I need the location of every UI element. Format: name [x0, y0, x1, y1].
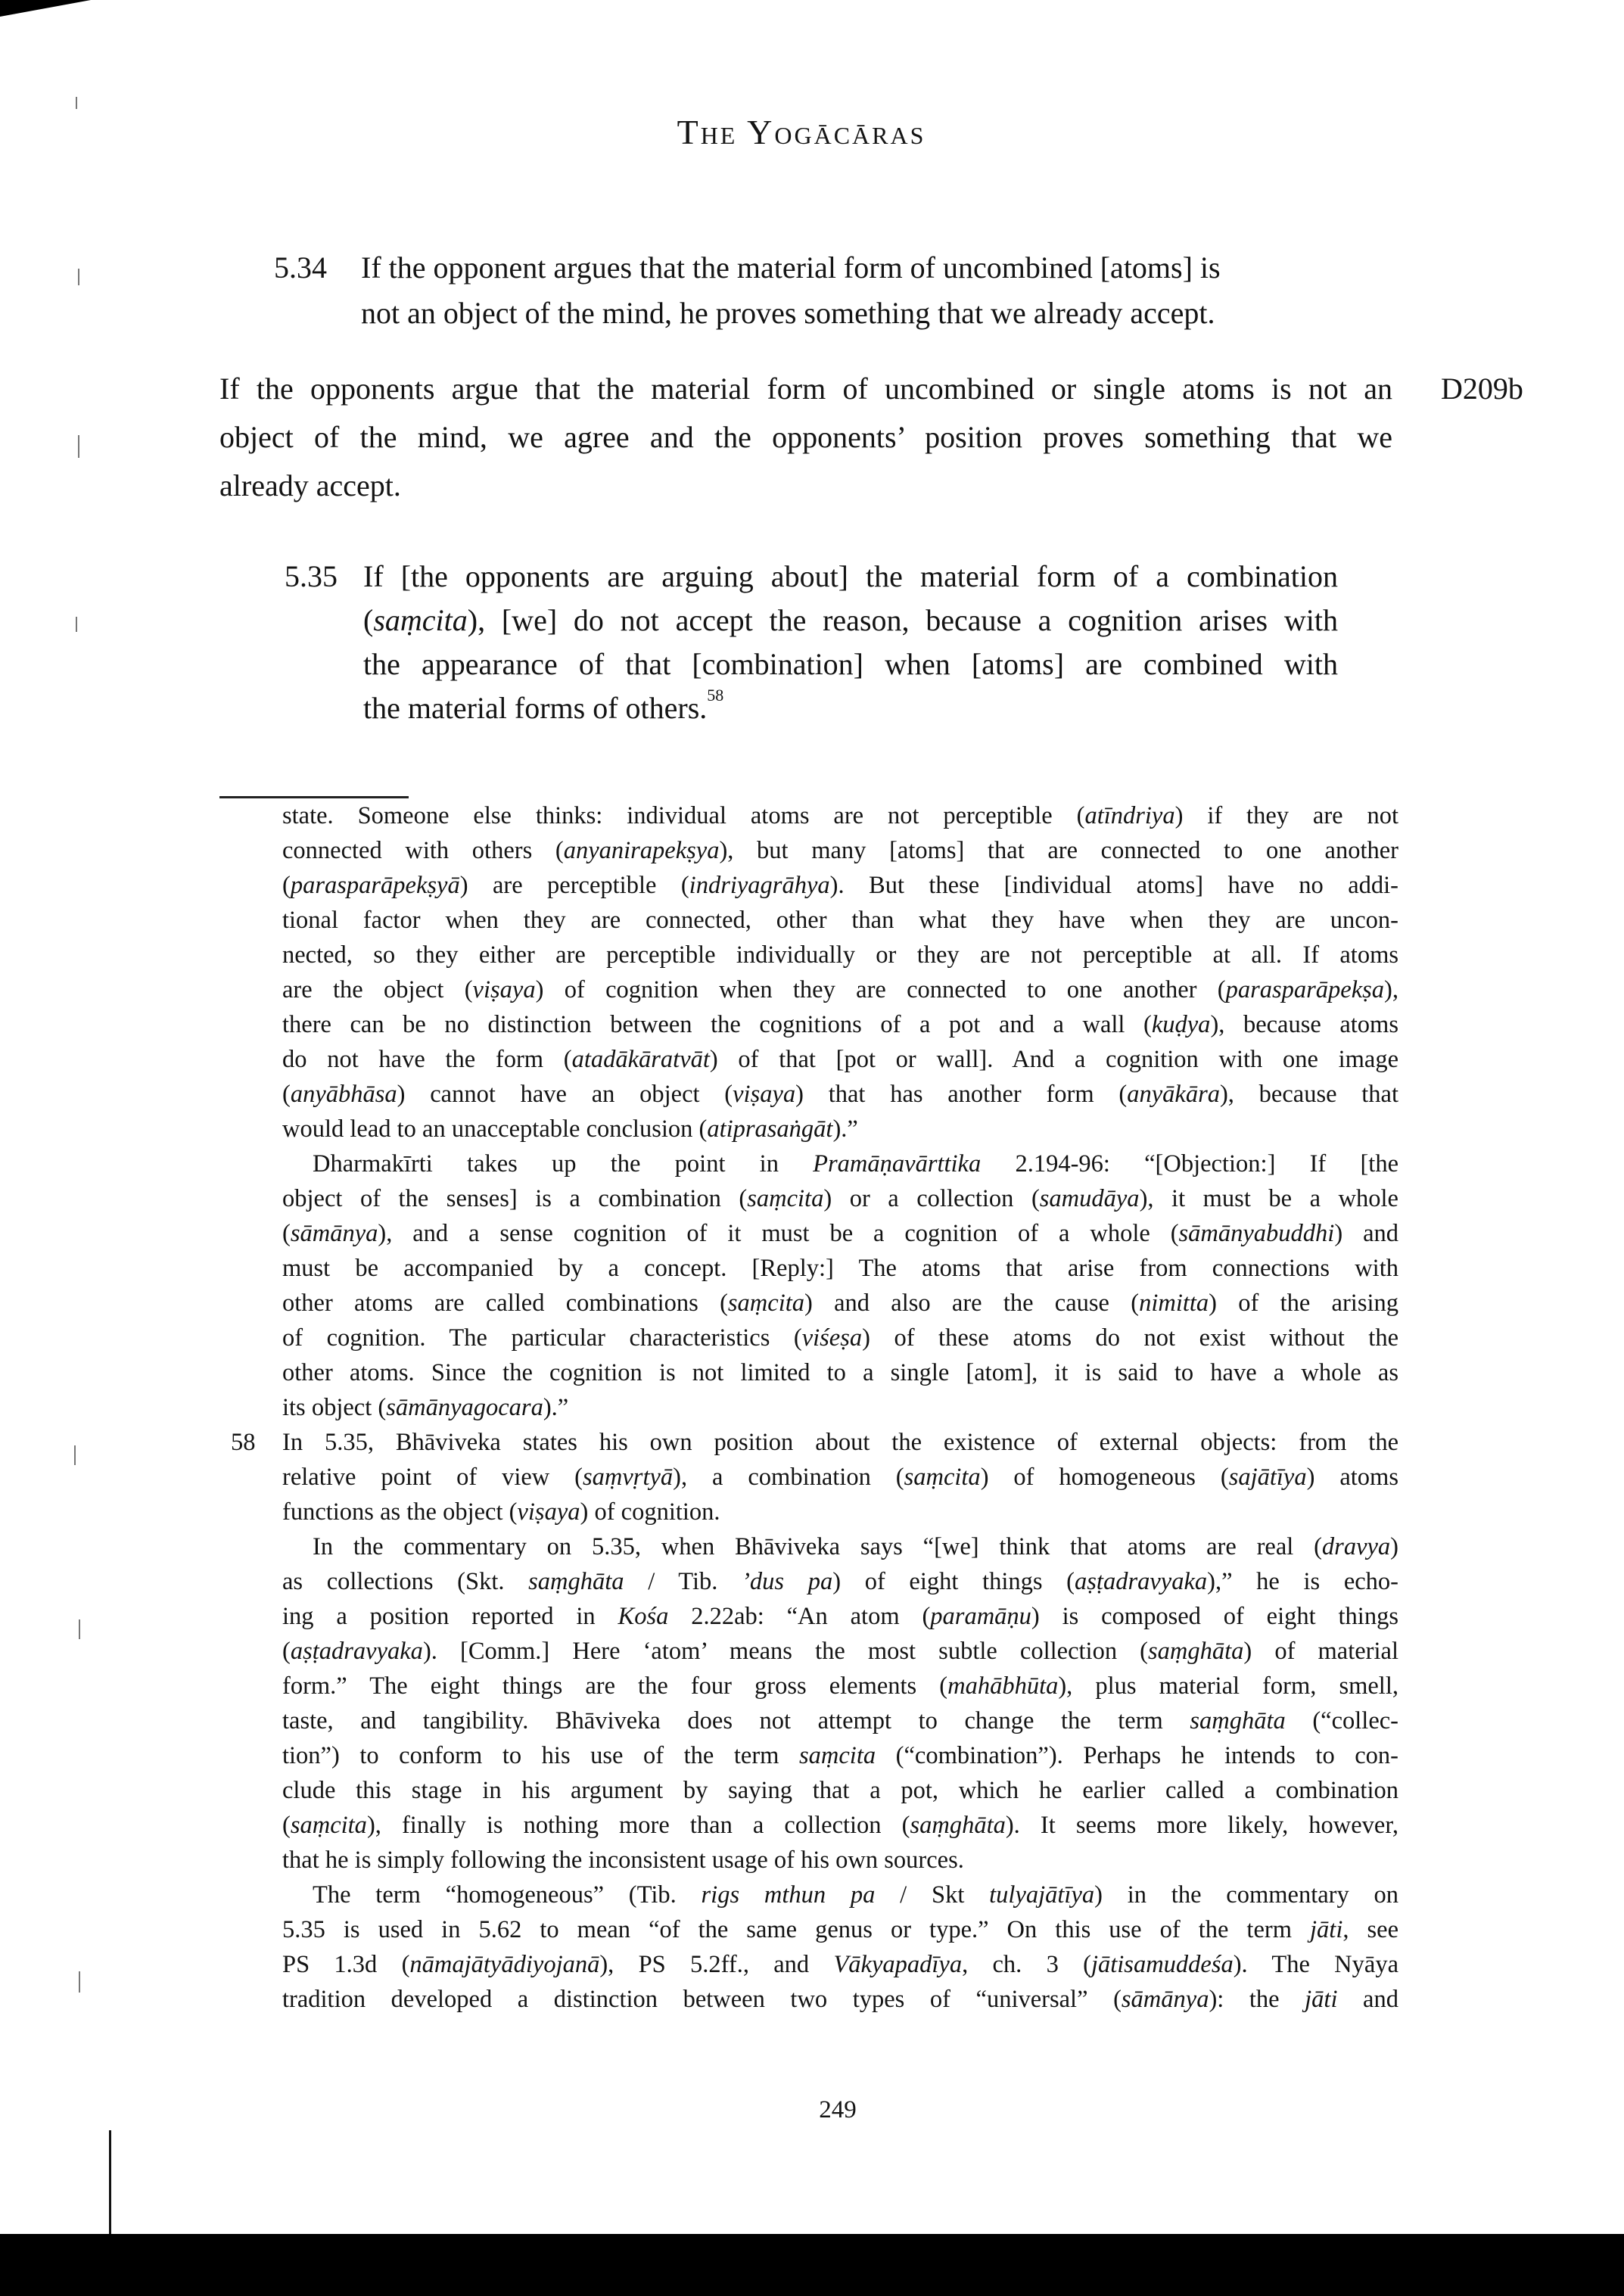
paragraph-line: [219, 371, 1392, 406]
text-run: ) and also are the cause (: [804, 1290, 1140, 1317]
text-run: ), but many [atoms] that are connected to one another: [719, 837, 1398, 864]
italic-term: saṃcita: [727, 1290, 805, 1317]
footnote-line: [313, 1881, 1398, 1909]
italic-term: indriyagrāhya: [689, 872, 830, 899]
text-run: its object (: [282, 1394, 387, 1421]
running-head: The Yogācāras: [677, 113, 926, 151]
text-run: form.” The eight things are the four gross elements (: [282, 1672, 948, 1700]
text-run: ), plus material form, smell,: [1058, 1672, 1398, 1700]
text-run: ) or a collection (: [823, 1185, 1040, 1212]
text-run: ) of cognition.: [580, 1498, 720, 1526]
text-run: tradition developed a distinction between two types of “universal” (: [282, 1986, 1122, 2013]
italic-term: atadākāratvāt: [571, 1046, 710, 1073]
text-run: Dharmakīrti takes up the point in: [313, 1150, 814, 1178]
italic-term: saṃghāta: [1148, 1638, 1244, 1665]
text-run: ),: [1384, 976, 1398, 1003]
text-run: ), a combination (: [673, 1464, 904, 1491]
text-run: ), and a sense cognition of it must be a cognition of a whole (: [378, 1220, 1179, 1247]
text-run: relative point of view (: [282, 1464, 583, 1491]
footnote-line: [282, 1951, 1398, 1979]
text-run: functions as the object (: [282, 1498, 518, 1526]
text-run: 2.22ab: “An atom (: [668, 1603, 931, 1630]
text-run: the appearance of that [combination] when [atoms] are combined with: [363, 647, 1338, 681]
text-run: other atoms. Since the cognition is not limited to a single [atom], it is said to have a whole as: [282, 1359, 1398, 1386]
text-run: ) are perceptible (: [459, 872, 689, 899]
italic-term: rigs mthun pa: [701, 1881, 876, 1909]
footnote-line: [282, 1603, 1398, 1631]
text-run: / Tib.: [624, 1568, 742, 1595]
margin-scan-mark: [78, 435, 79, 458]
footnote-ref-58[interactable]: 58: [707, 686, 724, 705]
italic-term: jāti: [1310, 1916, 1343, 1943]
italic-term: viṣaya: [472, 976, 536, 1003]
footnote-line: [282, 1498, 1398, 1526]
italic-term: viṣaya: [733, 1081, 796, 1108]
text-run: (: [282, 1638, 291, 1665]
text-run: , ch. 3 (: [962, 1951, 1091, 1978]
footnote-line: [282, 837, 1398, 865]
text-run: not an object of the mind, he proves something that we already accept.: [361, 296, 1215, 330]
italic-term: saṃvṛtyā: [583, 1464, 674, 1491]
text-run: The term “homogeneous” (Tib.: [313, 1881, 702, 1909]
text-run: ) of eight things (: [832, 1568, 1075, 1595]
footnote-line: [282, 1464, 1398, 1492]
verse-line: [361, 250, 1221, 285]
italic-term: aṣṭadravyaka: [290, 1638, 423, 1665]
italic-term: Kośa: [618, 1603, 669, 1630]
margin-scan-mark: [79, 1971, 80, 1993]
margin-reference: D209b: [1441, 372, 1523, 406]
text-run: ) atoms: [1306, 1464, 1398, 1491]
footnote-line: [282, 1394, 1398, 1422]
footnote-line: [282, 1707, 1398, 1735]
text-run: do not have the form (: [282, 1046, 572, 1073]
text-run: ), PS 5.2ff., and: [599, 1951, 834, 1978]
italic-term: aṣṭadravyaka: [1075, 1568, 1208, 1595]
text-run: ),” he is echo-: [1207, 1568, 1398, 1595]
text-run: object of the mind, we agree and the opponents’ position proves something that we: [219, 420, 1392, 454]
footnote-line: [282, 1255, 1398, 1283]
footnote-line: [282, 976, 1398, 1004]
verse-line: [363, 646, 1338, 682]
italic-term: parasparāpekṣa: [1225, 976, 1385, 1003]
italic-term: Pramāṇavārttika: [813, 1150, 982, 1178]
text-run: (: [282, 1812, 291, 1839]
verse-line: [361, 295, 1215, 331]
italic-term: sāmānya: [1121, 1986, 1209, 2013]
italic-term: samudāya: [1039, 1185, 1140, 1212]
italic-term: sāmānyagocara: [386, 1394, 543, 1421]
text-run: ing a position reported in: [282, 1603, 618, 1630]
italic-term: atiprasaṅgāt: [707, 1115, 833, 1143]
text-run: ) of homogeneous (: [980, 1464, 1229, 1491]
text-run: ) if they are not: [1174, 802, 1398, 829]
text-run: ). [Comm.] Here ‘atom’ means the most subtle collection (: [422, 1638, 1148, 1665]
text-run: (“collec-: [1285, 1707, 1399, 1734]
footnote-number: 58: [231, 1429, 256, 1456]
text-run: clude this stage in his argument by saying that a pot, which he earlier called a combination: [282, 1777, 1398, 1804]
text-run: the material forms of others.: [363, 691, 708, 725]
text-run: taste, and tangibility. Bhāviveka does not attempt to change the term: [282, 1707, 1190, 1734]
text-run: ). But these [individual atoms] have no addi-: [829, 872, 1398, 899]
italic-term: saṃcita: [373, 603, 468, 637]
text-run: would lead to an unacceptable conclusion (: [282, 1115, 708, 1143]
text-run: PS 1.3d (: [282, 1951, 410, 1978]
text-run: If [the opponents are arguing about] the material form of a combination: [363, 559, 1338, 593]
footnote-line: [282, 941, 1398, 969]
footnote-line: [282, 1742, 1398, 1770]
text-run: ), because that: [1219, 1081, 1398, 1108]
footnote-line: [282, 1011, 1398, 1039]
text-run: (: [282, 1220, 291, 1247]
text-run: that he is simply following the inconsistent usage of his own sources.: [282, 1846, 964, 1874]
text-run: and: [1337, 1986, 1398, 2013]
text-run: must be accompanied by a concept. [Reply:] The atoms that arise from connections with: [282, 1255, 1398, 1282]
text-run: 2.194-96: “[Objection:] If [the: [981, 1150, 1398, 1178]
text-run: (: [282, 872, 291, 899]
text-run: , see: [1342, 1916, 1399, 1943]
text-run: ), because atoms: [1210, 1011, 1398, 1038]
margin-scan-mark: [76, 617, 77, 632]
footnote-line: [313, 1150, 1398, 1178]
footnote-line: [282, 802, 1398, 830]
footnote-line: [282, 1846, 1398, 1874]
text-run: ) of the arising: [1209, 1290, 1398, 1317]
footnote-line: [282, 907, 1398, 935]
text-run: ) of these atoms do not exist without the: [862, 1324, 1398, 1352]
italic-term: sāmānyabuddhi: [1178, 1220, 1335, 1247]
text-run: If the opponents argue that the material form of uncombined or single atoms is not an: [219, 372, 1392, 406]
italic-term: ’dus pa: [742, 1568, 833, 1595]
text-run: ) and: [1334, 1220, 1399, 1247]
text-run: ) of that [pot or wall]. And a cognition with one image: [709, 1046, 1398, 1073]
verse-line: [363, 558, 1338, 594]
text-run: there can be no distinction between the cognitions of a pot and a wall (: [282, 1011, 1152, 1038]
text-run: ). The Nyāya: [1233, 1951, 1398, 1978]
footnote-line: [282, 1812, 1398, 1840]
text-run: are the object (: [282, 976, 473, 1003]
footnote-rule: [219, 796, 409, 798]
text-run: ). It seems more likely, however,: [1005, 1812, 1398, 1839]
verse-number-5-34: 5.34: [274, 250, 327, 285]
text-run: ) is composed of eight things: [1031, 1603, 1398, 1630]
italic-term: parasparāpekṣyā: [290, 872, 460, 899]
footnote-line: [282, 1185, 1398, 1213]
text-run: tional factor when they are connected, other than what they have when they are uncon-: [282, 907, 1398, 934]
italic-term: nimitta: [1139, 1290, 1209, 1317]
text-run: 5.35 is used in 5.62 to mean “of the same genus or type.” On this use of the term: [282, 1916, 1311, 1943]
italic-term: saṃcita: [799, 1742, 876, 1769]
text-run: (: [363, 603, 374, 637]
footnote-line: [282, 1081, 1398, 1109]
footnote-line: [282, 1046, 1398, 1074]
italic-term: anyābhāsa: [290, 1081, 397, 1108]
paragraph-line: [219, 419, 1392, 455]
footnote-line: [282, 1115, 1398, 1143]
text-run: In the commentary on 5.35, when Bhāviveka says “[we] think that atoms are real (: [313, 1533, 1322, 1560]
margin-scan-mark: [76, 97, 77, 109]
footnote-line: [282, 1568, 1398, 1596]
footnote-line: [282, 1672, 1398, 1700]
text-run: other atoms are called combinations (: [282, 1290, 728, 1317]
text-run: ), finally is nothing more than a collection (: [366, 1812, 910, 1839]
text-run: ) cannot have an object (: [397, 1081, 733, 1108]
italic-term: saṃcita: [747, 1185, 824, 1212]
margin-scan-mark: [78, 269, 79, 285]
verse-number-5-35: 5.35: [285, 559, 338, 593]
footnote-line: [282, 1638, 1398, 1666]
text-run: of cognition. The particular characteristics (: [282, 1324, 802, 1352]
italic-term: saṃcita: [290, 1812, 367, 1839]
text-run: (: [282, 1081, 291, 1108]
italic-term: tulyajātīya: [989, 1881, 1095, 1909]
footnote-line: [282, 1359, 1398, 1387]
paragraph-line: [219, 468, 1392, 503]
verse-line: [363, 602, 1338, 638]
text-run: tion”) to conform to his use of the term: [282, 1742, 800, 1769]
footnote-line: [282, 1777, 1398, 1805]
italic-term: jāti: [1305, 1986, 1338, 2013]
italic-term: nāmajātyādiyojanā: [409, 1951, 600, 1978]
scan-bottom-band: [0, 2234, 1624, 2296]
margin-scan-mark: [74, 1445, 76, 1465]
text-run: nected, so they either are perceptible individually or they are not perceptible at all. If atoms: [282, 941, 1398, 969]
text-run: as collections (Skt.: [282, 1568, 529, 1595]
italic-term: Vākyapadīya: [833, 1951, 963, 1978]
text-run: ), it must be a whole: [1139, 1185, 1398, 1212]
text-run: (“combination”). Perhaps he intends to con-: [876, 1742, 1398, 1769]
scan-spine-line: [109, 2130, 111, 2236]
italic-term: saṃghāta: [1190, 1707, 1286, 1734]
text-run: ): [1390, 1533, 1398, 1560]
margin-scan-mark: [79, 1619, 80, 1639]
text-run: ) of cognition when they are connected to one another (: [535, 976, 1226, 1003]
text-run: ) in the commentary on: [1094, 1881, 1398, 1909]
text-run: / Skt: [875, 1881, 990, 1909]
text-run: state. Someone else thinks: individual atoms are not perceptible (: [282, 802, 1085, 829]
italic-term: atīndriya: [1084, 802, 1175, 829]
footnote-line: [282, 1324, 1398, 1352]
text-run: ) of material: [1243, 1638, 1398, 1665]
italic-term: mahābhūta: [947, 1672, 1059, 1700]
footnote-line: [282, 1986, 1398, 2014]
italic-term: anyākāra: [1127, 1081, 1220, 1108]
italic-term: sāmānya: [290, 1220, 378, 1247]
footnote-line: [282, 872, 1398, 900]
text-run: If the opponent argues that the material form of uncombined [atoms] is: [361, 250, 1221, 285]
verse-line: [363, 686, 1338, 726]
italic-term: kuḍya: [1151, 1011, 1211, 1038]
scan-corner-mark: [0, 0, 91, 17]
text-run: ).”: [832, 1115, 858, 1143]
text-run: object of the senses] is a combination (: [282, 1185, 748, 1212]
italic-term: anyanirapekṣya: [563, 837, 720, 864]
footnote-line: [282, 1916, 1398, 1944]
footnote-line: [313, 1533, 1398, 1561]
italic-term: paramāṇu: [930, 1603, 1031, 1630]
text-run: In 5.35, Bhāviveka states his own position about the existence of external objects: from the: [282, 1429, 1398, 1456]
text-run: ) that has another form (: [795, 1081, 1128, 1108]
text-run: ), [we] do not accept the reason, because a cognition arises with: [467, 603, 1338, 637]
page-number: 249: [819, 2096, 857, 2123]
italic-term: saṃghāta: [528, 1568, 624, 1595]
footnote-line: [282, 1290, 1398, 1318]
italic-term: sajātīya: [1228, 1464, 1307, 1491]
italic-term: viṣaya: [517, 1498, 580, 1526]
italic-term: saṃcita: [904, 1464, 981, 1491]
text-run: already accept.: [219, 468, 401, 502]
text-run: ).”: [543, 1394, 569, 1421]
italic-term: jātisamuddeśa: [1090, 1951, 1234, 1978]
italic-term: viśeṣa: [801, 1324, 863, 1352]
italic-term: dravya: [1321, 1533, 1391, 1560]
text-run: connected with others (: [282, 837, 564, 864]
footnote-line: [282, 1220, 1398, 1248]
text-run: ): the: [1209, 1986, 1305, 2013]
footnote-line: [282, 1429, 1398, 1457]
italic-term: saṃghāta: [910, 1812, 1006, 1839]
